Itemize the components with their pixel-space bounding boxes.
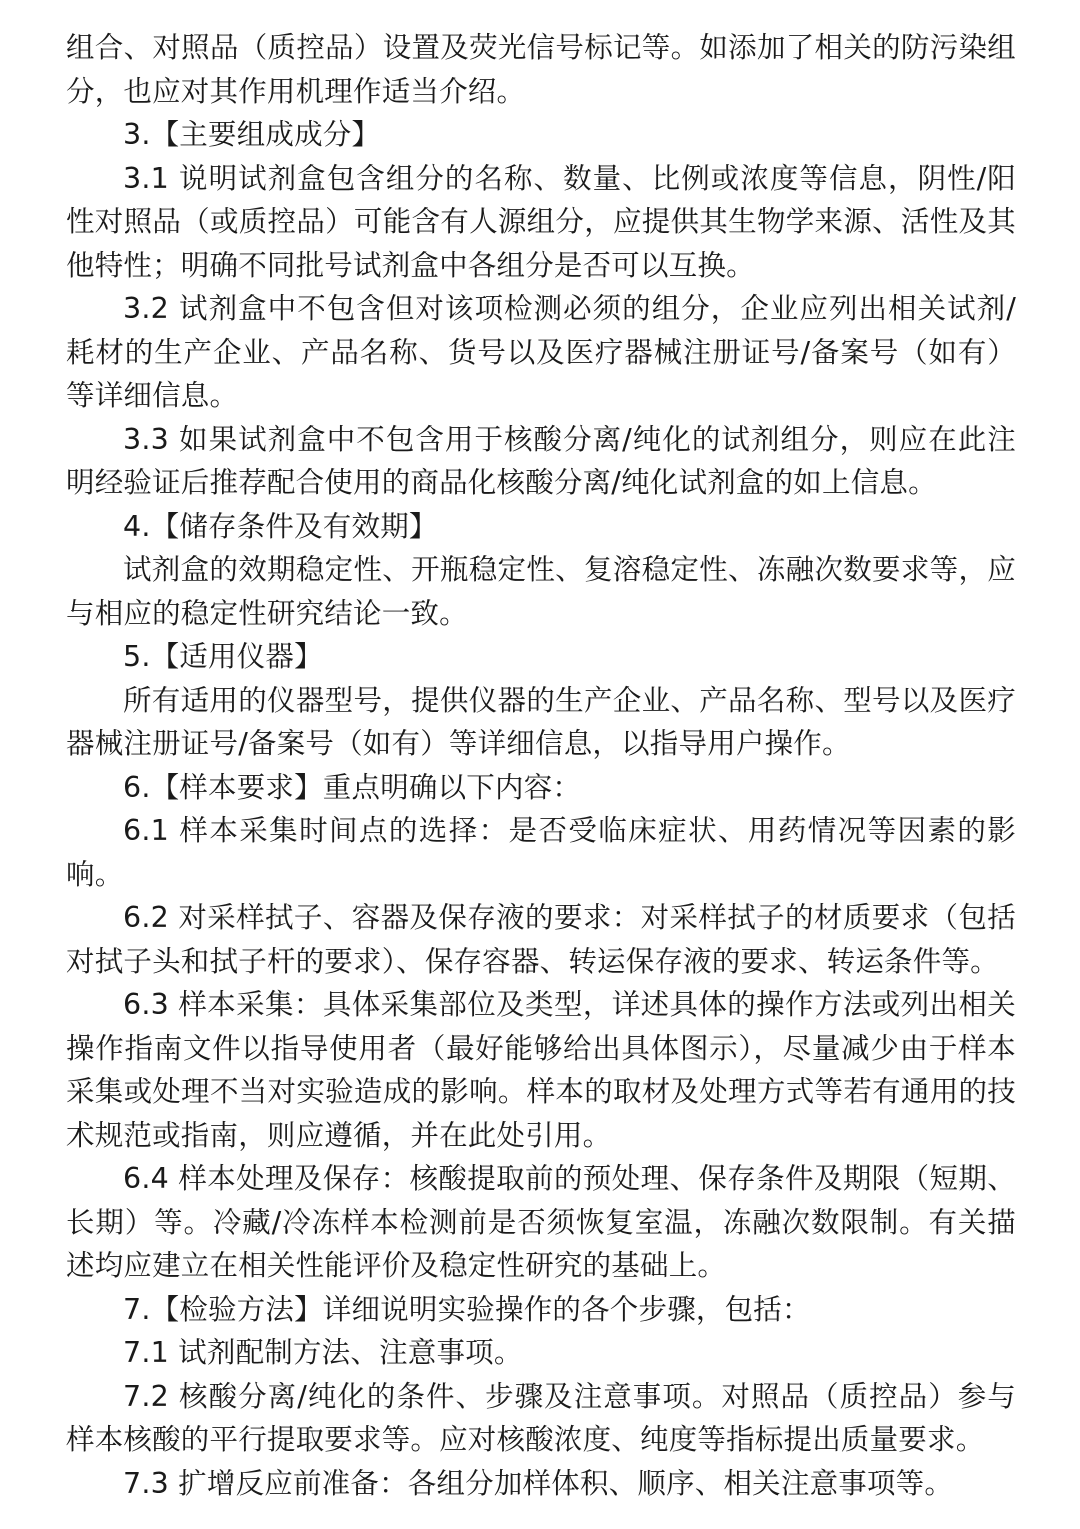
section-heading-4: 4.【储存条件及有效期】 [123, 509, 438, 543]
paragraph-6-3: 6.3 样本采集：具体采集部位及类型，详述具体的操作方法或列出相关操作指南文件以指导使用者（最好能够给出具体图示），尽量减少由于样本采集或处理不当对实验造成的影响。样本的取材及处理方式等若有通用的技术规范或指南，则应遵循，并在此处引用。 [66, 988, 1016, 1152]
paragraph-7-3: 7.3 扩增反应前准备：各组分加样体积、顺序、相关注意事项等。 [123, 1466, 954, 1500]
paragraph-3-1: 3.1 说明试剂盒包含组分的名称、数量、比例或浓度等信息，阴性/阳性对照品（或质控品）可能含有人源组分，应提供其生物学来源、活性及其他特性；明确不同批号试剂盒中各组分是否可以互换。 [66, 161, 1016, 282]
paragraph-6-4: 6.4 样本处理及保存：核酸提取前的预处理、保存条件及期限（短期、长期）等。冷藏/冷冻样本检测前是否须恢复室温，冻融次数限制。有关描述均应建立在相关性能评价及稳定性研究的基础上。 [66, 1162, 1016, 1282]
paragraph-6-1: 6.1 样本采集时间点的选择：是否受临床症状、用药情况等因素的影响。 [66, 814, 1016, 891]
document-body [66, 26, 1016, 1505]
paragraph-continuation: 组合、对照品（质控品）设置及荧光信号标记等。如添加了相关的防污染组分，也应对其作用机理作适当介绍。 [66, 31, 1016, 108]
section-heading-3: 3.【主要组成成分】 [123, 118, 381, 151]
paragraph-7-1: 7.1 试剂配制方法、注意事项。 [123, 1336, 523, 1369]
paragraph-3-3: 3.3 如果试剂盒中不包含用于核酸分离/纯化的试剂组分，则应在此注明经验证后推荐配合使用的商品化核酸分离/纯化试剂盒的如上信息。 [66, 422, 1016, 499]
paragraph-3-2: 3.2 试剂盒中不包含但对该项检测必须的组分，企业应列出相关试剂/耗材的生产企业、产品名称、货号以及医疗器械注册证号/备案号（如有）等详细信息。 [66, 292, 1016, 412]
paragraph-7-2: 7.2 核酸分离/纯化的条件、步骤及注意事项。对照品（质控品）参与样本核酸的平行提取要求等。应对核酸浓度、纯度等指标提出质量要求。 [66, 1379, 1016, 1456]
paragraph-4-body: 试剂盒的效期稳定性、开瓶稳定性、复溶稳定性、冻融次数要求等，应与相应的稳定性研究结论一致。 [66, 553, 1016, 630]
section-heading-6: 6.【样本要求】重点明确以下内容： [123, 770, 582, 804]
paragraph-6-2: 6.2 对采样拭子、容器及保存液的要求：对采样拭子的材质要求（包括对拭子头和拭子杆的要求）、保存容器、转运保存液的要求、转运条件等。 [66, 901, 1016, 978]
section-heading-7: 7.【检验方法】详细说明实验操作的各个步骤，包括： [123, 1292, 811, 1326]
section-heading-5: 5.【适用仪器】 [123, 640, 323, 673]
paragraph-5-body: 所有适用的仪器型号，提供仪器的生产企业、产品名称、型号以及医疗器械注册证号/备案号（如有）等详细信息，以指导用户操作。 [66, 683, 1016, 760]
